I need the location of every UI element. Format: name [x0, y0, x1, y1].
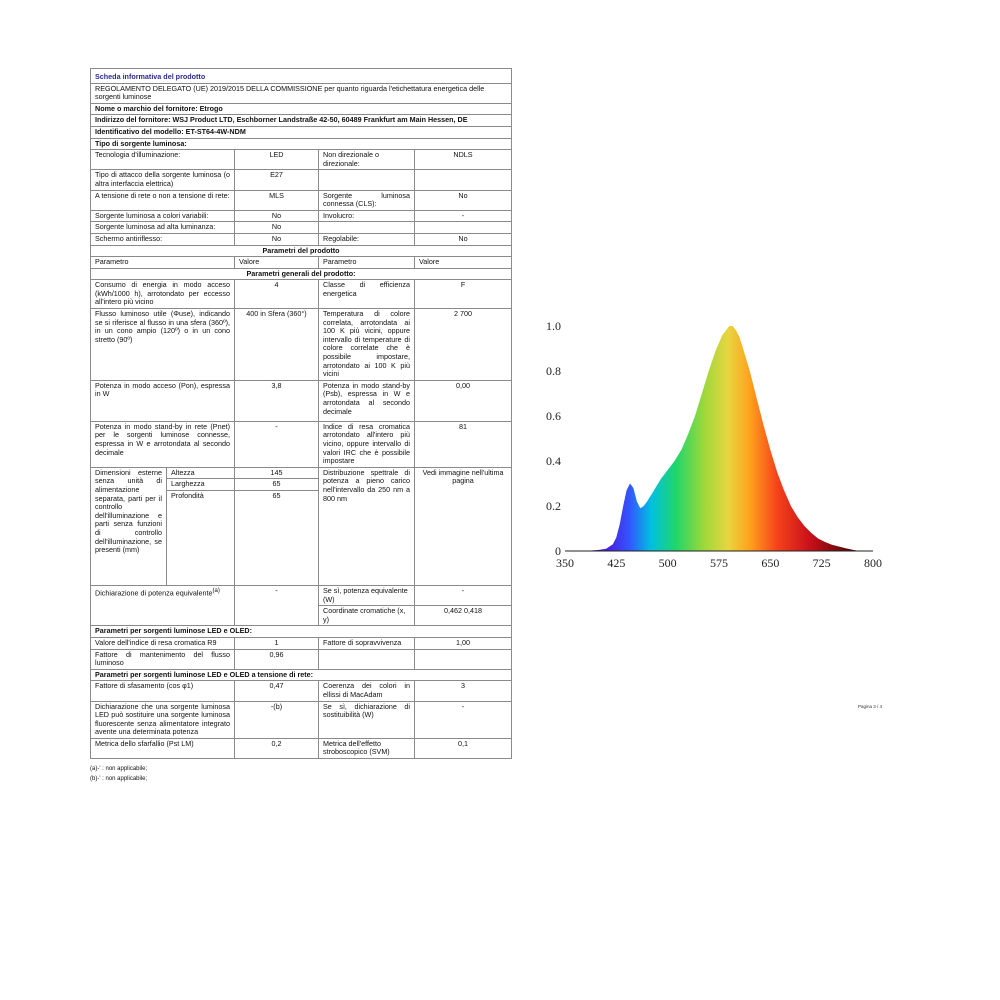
- table-row: [91, 467, 512, 479]
- general-params-heading: Parametri generali del prodotto:: [91, 268, 512, 280]
- param-value: -(b): [235, 701, 319, 738]
- regulation-text: REGOLAMENTO DELEGATO (UE) 2019/2015 DELLA COMMISSIONE per quanto riguarda l'etichettatura energetica delle sorgenti luminose: [91, 83, 512, 103]
- param-value: No: [235, 210, 319, 222]
- column-header-row: [91, 257, 512, 269]
- param-label: Classe di efficienza energetica: [319, 280, 415, 309]
- y-axis-ticks: [546, 319, 561, 558]
- param-value: 0,00: [415, 380, 512, 421]
- param-label: Metrica dell'effetto stroboscopico (SVM): [319, 738, 415, 758]
- param-label: A tensione di rete o non a tensione di rete:: [91, 190, 235, 210]
- param-value: No: [415, 233, 512, 245]
- table-row: [91, 309, 512, 381]
- equiv-power-value: -: [235, 585, 319, 625]
- spectrum-area: [586, 326, 860, 551]
- table-row: [91, 637, 512, 649]
- supplier-address: Indirizzo del fornitore: WSJ Product LTD, Eschborner Landstraße 42-50, 60489 Frankfurt am Main Hessen, DE: [91, 115, 512, 127]
- x-tick-label: 725: [812, 556, 831, 570]
- param-value: -: [415, 701, 512, 738]
- footnote-ref: (a): [212, 587, 220, 594]
- column-header: Valore: [235, 257, 319, 269]
- model-identifier: Identificativo del modello: ET-ST64-4W-NDM: [91, 126, 512, 138]
- depth-label: Profondità: [167, 490, 235, 585]
- param-label: Potenza in modo acceso (Pon), espressa in W: [91, 380, 235, 421]
- equiv-power-text: Dichiarazione di potenza equivalente: [95, 588, 213, 598]
- param-label: Valore dell'indice di resa cromatica R9: [91, 637, 235, 649]
- param-label: Involucro:: [319, 210, 415, 222]
- equiv-power-yes-label: Se sì, potenza equivalente (W): [319, 585, 415, 605]
- spectral-distribution-value: Vedi immagine nell'ultima pagina: [415, 467, 512, 585]
- param-value: 3: [415, 681, 512, 701]
- param-value: 0,1: [415, 738, 512, 758]
- y-tick-label: 0.2: [546, 499, 561, 513]
- param-label: Sorgente luminosa ad alta luminanza:: [91, 222, 235, 234]
- footnotes: [90, 764, 511, 784]
- param-value: 81: [415, 421, 512, 467]
- y-tick-label: 0.6: [546, 409, 561, 423]
- page-number: Pagina 3 / 4: [858, 704, 883, 709]
- param-label: Dichiarazione che una sorgente luminosa LED può sostituire una sorgente luminosa fluorescente senza alimentatore integrato avente una determinata potenza: [91, 701, 235, 738]
- y-tick-label: 1.0: [546, 319, 561, 333]
- param-value: -: [415, 210, 512, 222]
- param-label: Fattore di sopravvivenza: [319, 637, 415, 649]
- param-value: [415, 222, 512, 234]
- param-value: No: [415, 190, 512, 210]
- x-axis-ticks: [556, 556, 882, 570]
- param-label: Schermo antiriflesso:: [91, 233, 235, 245]
- param-value: -: [235, 421, 319, 467]
- param-label: Potenza in modo stand-by in rete (Pnet) per le sorgenti luminose connesse, espressa in W e arrotondata al secondo decimale: [91, 421, 235, 467]
- table-row: [91, 170, 512, 190]
- y-tick-label: 0.4: [546, 454, 561, 468]
- table-row: [91, 280, 512, 309]
- param-label: Tecnologia d'illuminazione:: [91, 150, 235, 170]
- param-label: Non direzionale o direzionale:: [319, 150, 415, 170]
- width-label: Larghezza: [167, 479, 235, 491]
- param-label: [319, 170, 415, 190]
- param-value: E27: [235, 170, 319, 190]
- spectral-distribution-label: Distribuzione spettrale di potenza a pieno carico nell'intervallo da 250 nm a 800 nm: [319, 467, 415, 585]
- param-label: Sorgente luminosa a colori variabili:: [91, 210, 235, 222]
- table-row: [91, 233, 512, 245]
- param-label: Sorgente luminosa connessa (CLS):: [319, 190, 415, 210]
- table-row: [91, 210, 512, 222]
- param-label: Se sì, dichiarazione di sostituibilità (W): [319, 701, 415, 738]
- table-row: [91, 380, 512, 421]
- table-row: [91, 738, 512, 758]
- source-type-heading: Tipo di sorgente luminosa:: [91, 138, 512, 150]
- param-value: 400 in Sfera (360°): [235, 309, 319, 381]
- table-row: [91, 701, 512, 738]
- param-value: [415, 649, 512, 669]
- product-info-table: [90, 68, 512, 759]
- table-row: [91, 681, 512, 701]
- param-label: Coerenza dei colori in ellissi di MacAdam: [319, 681, 415, 701]
- y-tick-label: 0.8: [546, 364, 561, 378]
- y-tick-label: 0: [555, 544, 561, 558]
- param-value: NDLS: [415, 150, 512, 170]
- x-tick-label: 350: [556, 556, 574, 570]
- supplier-name: Nome o marchio del fornitore: Etrogo: [91, 103, 512, 115]
- chromaticity-label: Coordinate cromatiche (x, y): [319, 606, 415, 626]
- param-label: Flusso luminoso utile (Φuse), indicando se si riferisce al flusso in una sfera (360º), in un cono ampio (120º) o in un cono stretto (90º): [91, 309, 235, 381]
- param-value: 3,8: [235, 380, 319, 421]
- table-row: [91, 150, 512, 170]
- param-value: MLS: [235, 190, 319, 210]
- column-header: Parametro: [91, 257, 235, 269]
- param-value: 0,2: [235, 738, 319, 758]
- footnote-a: (a)-' : non applicabile;: [90, 766, 148, 773]
- param-value: 4: [235, 280, 319, 309]
- table-row: [91, 421, 512, 467]
- x-tick-label: 800: [864, 556, 882, 570]
- table-row: [91, 585, 512, 605]
- table-row: [91, 649, 512, 669]
- product-info-sheet: [90, 68, 511, 784]
- height-value: 145: [235, 467, 319, 479]
- led-params-heading: Parametri per sorgenti luminose LED e OLED:: [91, 626, 512, 638]
- equiv-power-label: [91, 585, 235, 625]
- column-header: Parametro: [319, 257, 415, 269]
- equiv-power-yes-value: -: [415, 585, 512, 605]
- product-params-heading: Parametri del prodotto: [91, 245, 512, 257]
- param-label: [319, 649, 415, 669]
- param-label: Fattore di sfasamento (cos φ1): [91, 681, 235, 701]
- param-label: Temperatura di colore correlata, arrotondata ai 100 K più vicini, oppure intervallo di temperature di colore correlate che è possibile impostare, arrotondato ai 100 K più vicini: [319, 309, 415, 381]
- param-label: Regolabile:: [319, 233, 415, 245]
- param-label: Metrica dello sfarfallio (Pst LM): [91, 738, 235, 758]
- param-value: No: [235, 222, 319, 234]
- param-value: LED: [235, 150, 319, 170]
- chromaticity-value: 0,462 0,418: [415, 606, 512, 626]
- param-label: Indice di resa cromatica arrotondato all'intero più vicino, oppure intervallo di valori IRC che è possibile impostare: [319, 421, 415, 467]
- param-value: 1,00: [415, 637, 512, 649]
- table-row: [91, 222, 512, 234]
- param-label: Consumo di energia in modo acceso (kWh/1000 h), arrotondato per eccesso all'intero più vicino: [91, 280, 235, 309]
- x-tick-label: 650: [761, 556, 780, 570]
- x-tick-label: 575: [710, 556, 728, 570]
- sheet-title: Scheda informativa del prodotto: [91, 69, 512, 84]
- param-value: 1: [235, 637, 319, 649]
- param-label: Tipo di attacco della sorgente luminosa (o altra interfaccia elettrica): [91, 170, 235, 190]
- spectral-power-chart: [540, 318, 890, 578]
- height-label: Altezza: [167, 467, 235, 479]
- column-header: Valore: [415, 257, 512, 269]
- mains-params-heading: Parametri per sorgenti luminose LED e OLED a tensione di rete:: [91, 669, 512, 681]
- table-row: [91, 190, 512, 210]
- footnote-b: (b)-' : non applicabile;: [90, 776, 148, 783]
- param-value: 0,47: [235, 681, 319, 701]
- param-value: [415, 170, 512, 190]
- param-value: No: [235, 233, 319, 245]
- x-tick-label: 500: [658, 556, 677, 570]
- param-label: Potenza in modo stand-by (Psb), espressa in W e arrotondata al secondo decimale: [319, 380, 415, 421]
- param-value: 0,96: [235, 649, 319, 669]
- x-tick-label: 425: [607, 556, 626, 570]
- depth-value: 65: [235, 490, 319, 585]
- width-value: 65: [235, 479, 319, 491]
- param-label: [319, 222, 415, 234]
- param-label: Fattore di mantenimento del flusso luminoso: [91, 649, 235, 669]
- param-value: 2 700: [415, 309, 512, 381]
- dimensions-label: Dimensioni esterne senza unità di alimentazione separata, parti per il controllo dell'illuminazione e parti senza funzioni di controllo dell'illuminazione, se presenti (mm): [91, 467, 167, 585]
- param-value: F: [415, 280, 512, 309]
